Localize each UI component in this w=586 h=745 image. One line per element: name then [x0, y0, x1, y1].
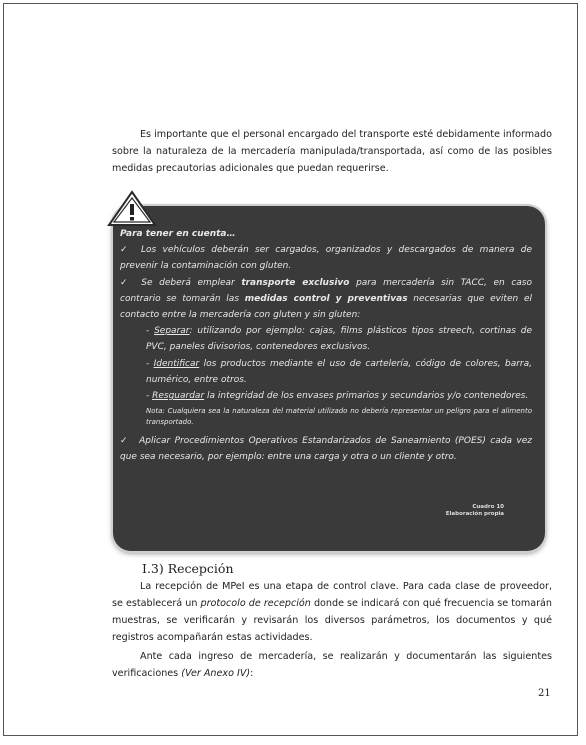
sub-item-separar-label: Separar [154, 326, 190, 337]
check-item-poes-text: Aplicar Procedimientos Operativos Estandarizados de Saneamiento (POES) cada vez que sea necesario, por ejemplo: entre una carga y otra o un cliente y otro. [120, 436, 532, 463]
item2-part-e: necesarias que eviten el contacto entre la mercadería con gluten y sin gluten: [120, 293, 532, 321]
intro-text: Es importante que el personal encargado del transporte esté debidamente informado sobre la naturaleza de la mercadería manipulada/transportada, así como de las posibles medidas precautorias adicionales que puedan requerirse. [112, 129, 552, 174]
sub-item-resguardar-label: Resguardar [152, 391, 205, 402]
sub-item-separar-text: : utilizando por ejemplo: cajas, films plásticos tipos streech, cortinas de PVC, paneles divisorios, contenedores exclusivos. [146, 326, 532, 353]
p1-italic-protocol: protocolo de recepción [200, 598, 311, 609]
check-item-vehicles [120, 242, 532, 274]
warning-box-content [120, 226, 532, 466]
box-source-caption [420, 504, 504, 518]
item2-part-c: para mercadería sin TACC, en caso contrario se tomarán las [120, 277, 532, 304]
p1-part-a: La recepción de MPeI es una etapa de control clave. Para cada clase de proveedor, se establecerá un [112, 581, 552, 609]
warning-triangle-icon [106, 190, 158, 228]
sub-item-resguardar: - Resguardar la integridad de los envases primarios y secundarios y/o contenedores. [146, 391, 529, 402]
reception-paragraph-1 [112, 578, 552, 646]
note-text: Nota: Cualquiera sea la naturaleza del material utilizado no debería representar un peligro para el alimento transportado. [146, 407, 532, 427]
intro-paragraph [112, 126, 552, 177]
item2-bold-transport: transporte exclusivo [241, 277, 350, 288]
reception-paragraph-2 [112, 648, 552, 682]
sub-item-resguardar-text: la integridad de los envases primarios y secundarios y/o contenedores. [204, 391, 529, 402]
p2-italic-annex: (Ver Anexo IV) [181, 668, 251, 679]
sub-item-separar: - Separar: utilizando por ejemplo: cajas, films plásticos tipos streech, cortinas de PVC, paneles divisorios, contenedores exclusivos. [146, 326, 532, 353]
p2-part-a: Ante cada ingreso de mercadería, se realizarán y documentarán las siguientes verificaciones [112, 651, 552, 679]
sub-item-identificar: - Identificar los productos mediante el uso de cartelería, código de colores, barra, numérico, entre otros. [146, 358, 533, 385]
check-item-poes [120, 433, 532, 465]
warning-box-title: Para tener en cuenta… [120, 229, 236, 239]
item2-bold-measures: medidas control y preventivas [244, 293, 408, 304]
sub-item-identificar-label: Identificar [153, 358, 200, 369]
p2-part-c: : [250, 668, 254, 679]
source-line-1: Cuadro 10 [472, 504, 504, 510]
source-line-2: Elaboración propia [445, 511, 504, 517]
item2-part-a: Se deberá emplear [141, 277, 242, 288]
check-item-transport [120, 275, 532, 324]
p1-part-c: donde se indicará con qué frecuencia se tomarán muestras, se verificarán y revisarán los diversos parámetros, los documentos y qué registros acompañarán estas actividades. [112, 598, 553, 643]
page-number: 21 [538, 688, 551, 699]
sub-item-identificar-text: los productos mediante el uso de cartelería, código de colores, barra, numérico, entre otros. [146, 358, 533, 385]
reception-body [112, 578, 552, 684]
section-heading: I.3) Recepción [142, 561, 234, 576]
check-item-vehicles-text: Los vehículos deberán ser cargados, organizados y descargados de manera de prevenir la contaminación con gluten. [120, 245, 532, 272]
